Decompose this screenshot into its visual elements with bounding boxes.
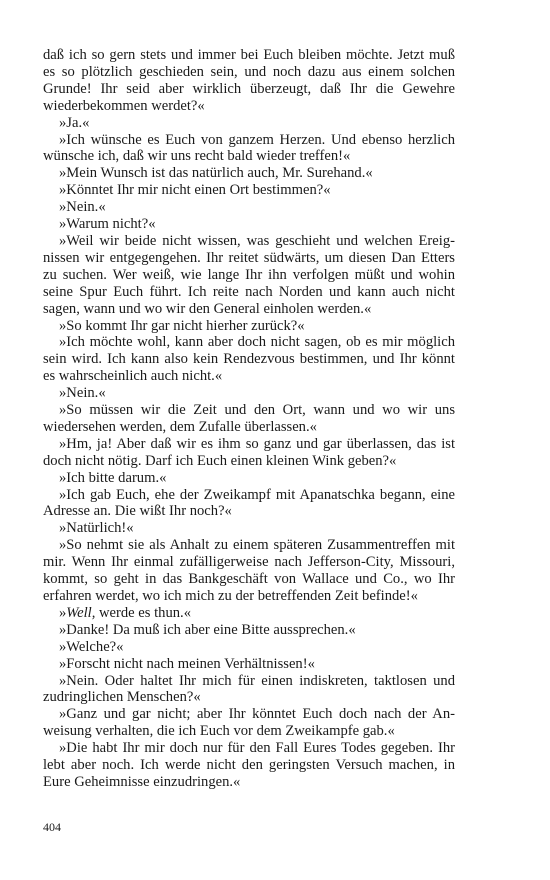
paragraph-15: »Ich gab Euch, ehe der Zweikampf mit Apanatschka begann, eine Adresse an. Die wißt Ihr noch?« bbox=[43, 486, 455, 520]
paragraph-17: »So nehmt sie als Anhalt zu einem späteren Zusammentreffen mit mir. Wenn Ihr einmal zufälligerweise nach Jefferson-City, Missouri, kommt, so geht in das Bankgeschäft von Wallace und Co., wo Ihr erfahren werdet, wo ich mich zu der betreffenden Zeit befinde!« bbox=[43, 537, 455, 604]
paragraph-19: »Danke! Da muß ich aber eine Bitte aussprechen.« bbox=[59, 621, 356, 638]
paragraph-8: »Weil wir beide nicht wissen, was geschieht und welchen Ereignissen wir entgegengehen. Ihr reitet südwärts, um diesen Dan Etters zu suchen. Wer weiß, wie lange Ihr ihn verfolgen müßt und wohin seine Spur Euch führt. Ich reite nach Norden und kann auch nicht sagen, wann und wo wir den General einholen werden.« bbox=[43, 232, 455, 317]
paragraph-16: »Natürlich!« bbox=[59, 520, 134, 537]
paragraph-21: »Forscht nicht nach meinen Verhältnissen!« bbox=[59, 655, 315, 672]
paragraph-24: »Die habt Ihr mir doch nur für den Fall Eures Todes gegeben. Ihr lebt aber noch. Ich werde nicht den geringsten Versuch machen, in Eure Geheimnisse einzudringen.« bbox=[43, 740, 455, 790]
paragraph-4: »Mein Wunsch ist das natürlich auch, Mr. Surehand.« bbox=[59, 165, 373, 182]
paragraph-5: »Könntet Ihr mir nicht einen Ort bestimmen?« bbox=[59, 182, 331, 199]
paragraph-13: »Hm, ja! Aber daß wir es ihm so ganz und gar überlassen, das ist doch nicht nötig. Darf ich Euch einen kleinen Wink geben?« bbox=[43, 435, 455, 469]
paragraph-18: »Well, werde es thun.« bbox=[59, 604, 192, 621]
paragraph-9: »So kommt Ihr gar nicht hierher zurück?« bbox=[59, 317, 305, 334]
paragraph-6: »Nein.« bbox=[59, 199, 106, 216]
book-page bbox=[43, 47, 455, 791]
paragraph-2: »Ja.« bbox=[59, 114, 90, 131]
paragraph-12: »So müssen wir die Zeit und den Ort, wann und wo wir uns wiedersehen werden, dem Zufalle überlassen.« bbox=[43, 402, 455, 435]
paragraph-20: »Welche?« bbox=[59, 638, 124, 655]
paragraph-3: »Ich wünsche es Euch von ganzem Herzen. Und ebenso herzlich wünsche ich, daß wir uns recht bald wieder treffen!« bbox=[43, 131, 455, 165]
paragraph-23: »Ganz und gar nicht; aber Ihr könntet Euch doch nach der Anweisung verhalten, die ich Euch vor dem Zweikampfe gab.« bbox=[43, 706, 455, 740]
paragraph-1: daß ich so gern stets und immer bei Euch bleiben möchte. Jetzt muß es so plötzlich geschieden sein, und noch dazu aus einem solchen Grunde! Ihr seid aber wirklich überzeugt, daß Ihr die Gewehre wiederbekommen werdet?« bbox=[43, 47, 455, 114]
paragraph-11: »Nein.« bbox=[59, 385, 106, 402]
paragraph-14: »Ich bitte darum.« bbox=[59, 469, 167, 486]
paragraph-10: »Ich möchte wohl, kann aber doch nicht sagen, ob es mir möglich sein wird. Ich kann also kein Rendezvous bestimmen, und Ihr könnt es wahrscheinlich auch nicht.« bbox=[43, 334, 455, 385]
page-number: 404 bbox=[43, 820, 61, 834]
paragraph-7: »Warum nicht?« bbox=[59, 216, 156, 233]
paragraph-22: »Nein. Oder haltet Ihr mich für einen indiskreten, taktlosen und zudringlichen Menschen?« bbox=[43, 672, 455, 706]
